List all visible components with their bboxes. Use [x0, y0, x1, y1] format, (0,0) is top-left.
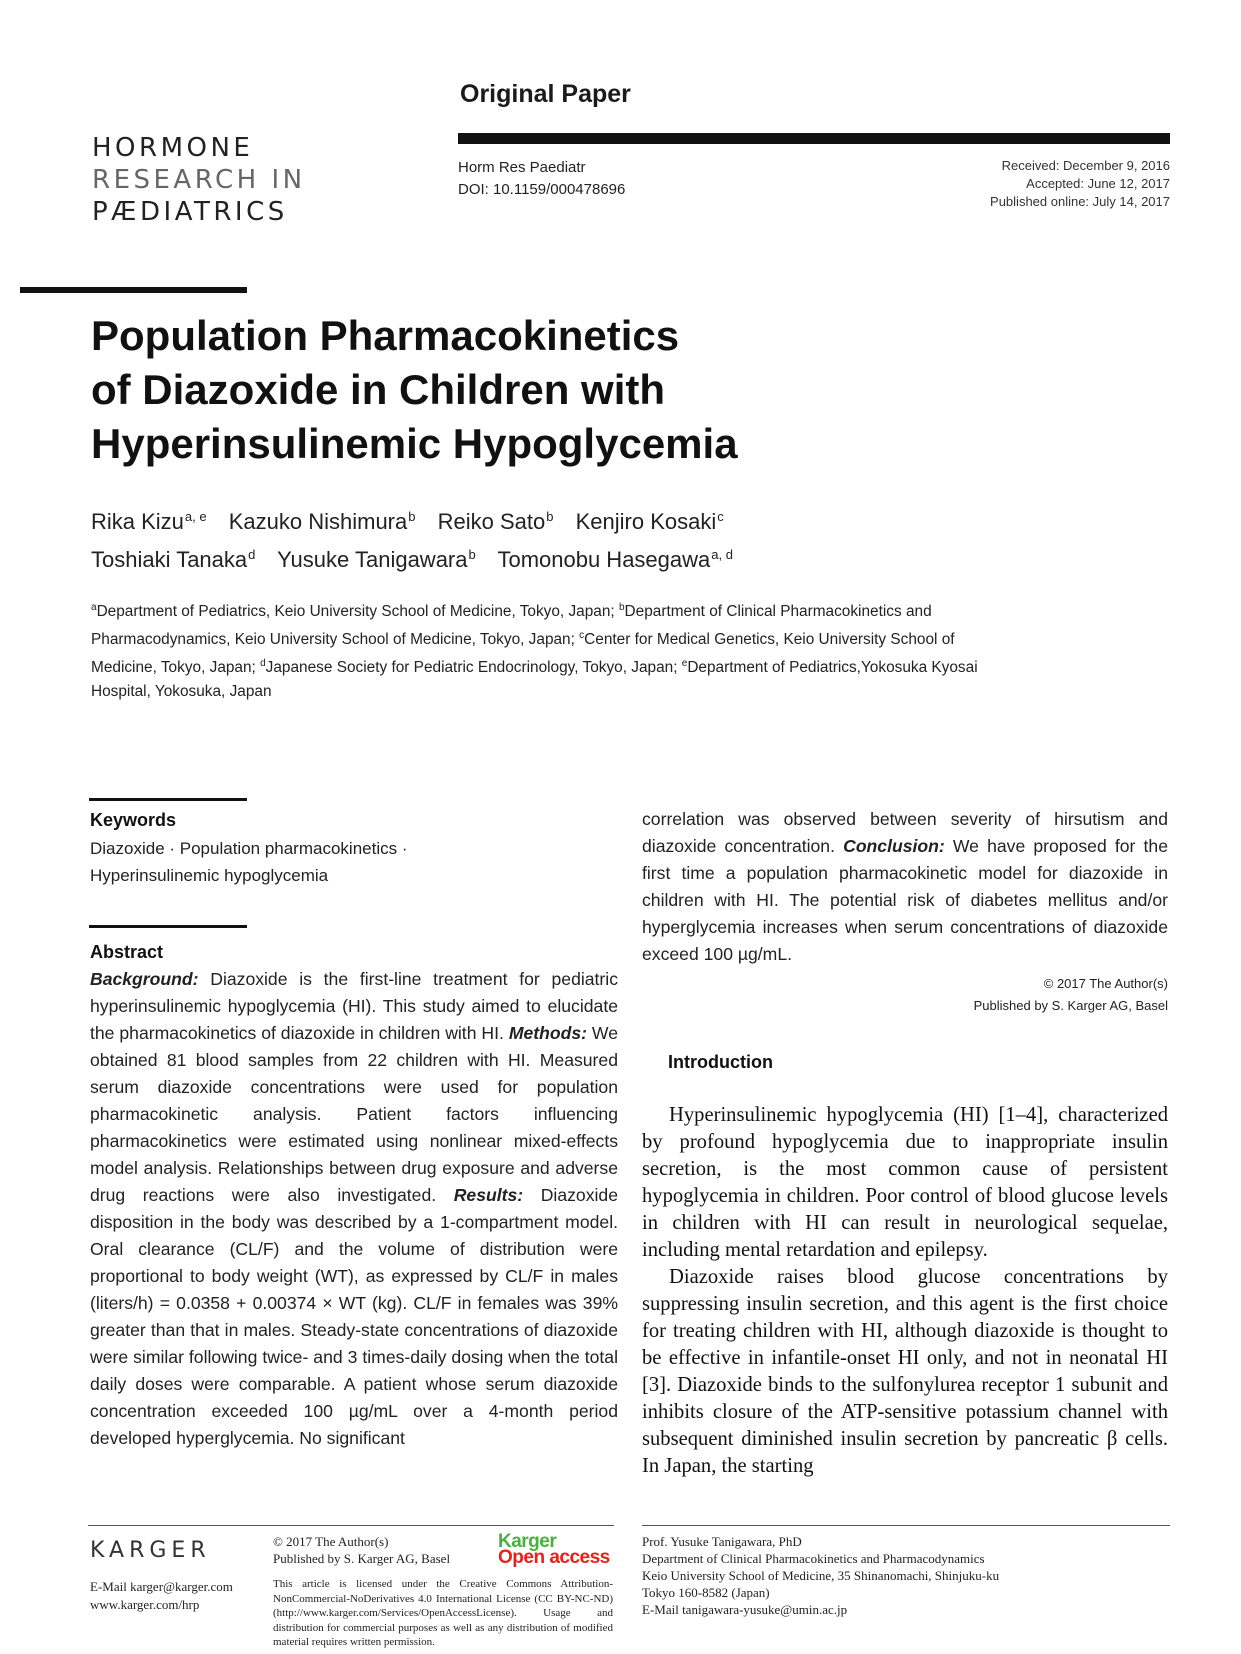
abstract-body: Background: Diazoxide is the first-line treatment for pediatric hyperinsulinemic hypoglycemia (HI). This study aimed to elucidate the pharmacokinetics of diazoxide in children with HI. Methods: We obtained 81 blood samples from 22 children with HI. Measured serum diazoxide concentrations were used for population pharmacokinetic analysis. Patient factors influencing pharmacokinetics were estimated using nonlinear mixed-effects model analysis. Relationships between drug exposure and adverse drug reactions were also investigated. Results: Diazoxide disposition in the body was described by a 1-compartment model. Oral clearance (CL/F) and the volume of distribution were proportional to body weight (WT), as expressed by CL/F in males (liters/h) = 0.0358 + 0.00374 × WT (kg). CL/F in females was 39% greater than that in males. Steady-state concentrations of diazoxide were similar following twice- and 3 times-daily dosing when the total daily doses were comparable. A patient whose serum diazoxide concentration exceeded 100 µg/mL over a 4-month period developed hyperglycemia. No significant	[90, 969, 618, 1448]
author-list-line-2	[91, 547, 1091, 573]
affiliations: $^a$Department of Pediatrics, Keio University School of Medicine, Tokyo, Japan; $^b$Department of Clinical Pharmacokinetics and Pharmacodynamics, Keio University School of Medicine, Tokyo, Japan; $^c$Center for Medical Genetics, Keio University School of Medicine, Tokyo, Japan; $^d$Japanese Society for Pediatric Endocrinology, Tokyo, Japan; $^e$Department of Pediatrics,Yokosuka Kyosai Hospital, Yokosuka, Japan	[91, 602, 978, 701]
corr-address: Tokyo 160-8582 (Japan)	[642, 1585, 770, 1600]
open-access-logo: Karger Open access	[498, 1531, 610, 1568]
footer-copyright: © 2017 The Author(s) Published by S. Karger AG, Basel	[273, 1534, 451, 1566]
paper-type-label: Original Paper	[460, 80, 631, 108]
keywords-list	[90, 835, 630, 889]
karger-logo: KARGER	[90, 1538, 211, 1563]
publication-dates	[990, 157, 1170, 211]
abstract-copyright: © 2017 The Author(s) Published by S. Karger AG, Basel	[973, 976, 1168, 1013]
license-text: This article is licensed under the Creative Commons Attribution-NonCommercial-NoDerivatives 4.0 International License (CC BY-NC-ND) (http://www.karger.com/Services/OpenAccessLicense). Usage and distribution for commercial purposes as well as any distribution of modified material requires written permission.	[273, 1578, 613, 1649]
corr-address: Keio University School of Medicine, 35 Shinanomachi, Shinjuku-ku	[642, 1568, 1000, 1583]
abstract-heading: Abstract	[90, 942, 164, 962]
publisher-email[interactable]: E-Mail karger@karger.com	[90, 1579, 233, 1594]
title-line: Population Pharmacokinetics	[91, 312, 680, 359]
received-date: Received: December 9, 2016	[1001, 158, 1170, 173]
title-line: of Diazoxide in Children with	[91, 366, 666, 413]
abstract-continued: correlation was observed between severity of hirsutism and diazoxide concentration. Conclusion: We have proposed for the first time a population pharmacokinetic model for diazoxide in children with HI. The potential risk of diabetes mellitus and/or hyperglycemia increases when serum concentrations of diazoxide exceed 100 µg/mL.	[642, 809, 1168, 964]
author: Tomonobu Hasegawa$^{a, d}$	[497, 547, 733, 573]
journal-name-line-1: HORMONE	[92, 133, 254, 163]
introduction-heading: Introduction	[668, 1052, 773, 1072]
header-rule	[458, 133, 1170, 144]
doi[interactable]: DOI: 10.1159/000478696	[458, 181, 626, 198]
author: Reiko Sato$^b$	[437, 509, 554, 535]
methods-label: Methods:	[508, 1023, 587, 1043]
keywords-heading: Keywords	[90, 810, 177, 830]
keywords-line: Diazoxide · Population pharmacokinetics ·	[90, 839, 408, 858]
accepted-date: Accepted: June 12, 2017	[1026, 176, 1170, 191]
keywords-rule	[89, 798, 247, 801]
journal-name-line-3: PÆDIATRICS	[92, 197, 288, 227]
publisher-web[interactable]: www.karger.com/hrp	[90, 1597, 200, 1612]
author: Kenjiro Kosaki$^c$	[575, 509, 724, 535]
journal-name-line-2: RESEARCH IN	[92, 165, 306, 195]
author: Toshiaki Tanaka$^d$	[91, 547, 256, 573]
journal-citation: Horm Res Paediatr	[458, 159, 586, 176]
footer-rule	[642, 1525, 1170, 1526]
introduction-paragraph: Diazoxide raises blood glucose concentrations by suppressing insulin secretion, and this agent is the first choice for treating children with HI, although diazoxide is thought to be effective in infantile-onset HI only, and not in neonatal HI [3]. Diazoxide binds to the sulfonylurea receptor 1 subunit and inhibits closure of the ATP-sensitive potassium channel with subsequent diminished insulin secretion by pancreatic β cells. In Japan, the starting	[642, 1266, 1168, 1477]
author: Yusuke Tanigawara$^b$	[277, 547, 476, 573]
corr-name: Prof. Yusuke Tanigawara, PhD	[642, 1534, 802, 1549]
author-list-line-1	[91, 509, 1091, 535]
author: Rika Kizu$^{a, e}$	[91, 509, 207, 535]
publisher-contact	[90, 1578, 233, 1614]
results-label: Results:	[453, 1185, 524, 1205]
corr-email[interactable]: E-Mail tanigawara-yusuke@umin.ac.jp	[642, 1602, 848, 1617]
author: Kazuko Nishimura$^b$	[228, 509, 416, 535]
background-label: Background:	[90, 969, 199, 989]
correspondence-address	[642, 1533, 999, 1618]
title-rule	[20, 287, 247, 293]
title-line: Hyperinsulinemic Hypoglycemia	[91, 420, 738, 467]
published-date: Published online: July 14, 2017	[990, 194, 1170, 209]
footer-rule	[88, 1525, 614, 1526]
article-title	[91, 309, 871, 471]
conclusion-label: Conclusion:	[843, 836, 945, 856]
introduction-paragraph: Hyperinsulinemic hypoglycemia (HI) [1–4], characterized by profound hypoglycemia due to inappropriate insulin secretion, is the most common cause of persistent hypoglycemia in children. Poor control of blood glucose levels in children with HI can result in neurological sequelae, including mental retardation and epilepsy.	[642, 1104, 1168, 1261]
corr-dept: Department of Clinical Pharmacokinetics and Pharmacodynamics	[642, 1551, 985, 1566]
keywords-line: Hyperinsulinemic hypoglycemia	[90, 866, 329, 885]
abstract-rule	[89, 925, 247, 928]
